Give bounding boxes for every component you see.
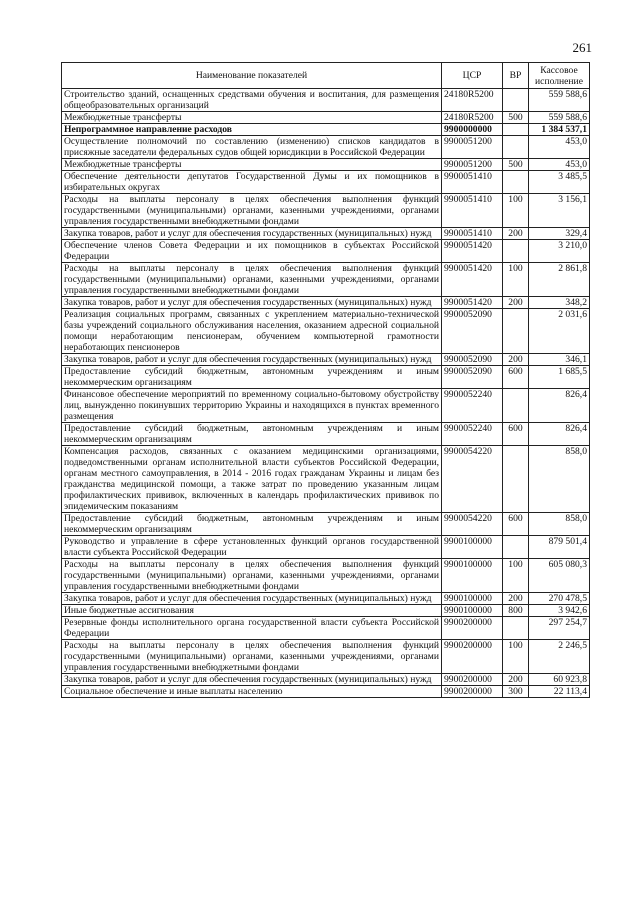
row-csr-cell: 9900052240 [442, 423, 503, 446]
row-csr-cell: 9900051420 [442, 240, 503, 263]
row-vr-cell [503, 446, 529, 513]
row-vr-cell: 200 [503, 674, 529, 686]
row-sum-cell: 329,4 [529, 228, 590, 240]
row-sum-cell: 1 384 537,1 [529, 124, 590, 136]
row-csr-cell: 9900200000 [442, 617, 503, 640]
column-header-csr: ЦСР [442, 63, 503, 89]
row-csr-cell: 9900100000 [442, 605, 503, 617]
row-sum-cell: 348,2 [529, 297, 590, 309]
row-vr-cell: 500 [503, 159, 529, 171]
row-name-cell: Закупка товаров, работ и услуг для обеспечения государственных (муниципальных) нужд [62, 593, 442, 605]
row-sum-cell: 60 923,8 [529, 674, 590, 686]
row-csr-cell: 9900054220 [442, 513, 503, 536]
row-vr-cell: 100 [503, 263, 529, 297]
row-csr-cell: 9900051410 [442, 228, 503, 240]
row-sum-cell: 3 485,5 [529, 171, 590, 194]
row-sum-cell: 453,0 [529, 159, 590, 171]
row-sum-cell: 605 080,3 [529, 559, 590, 593]
table-row [62, 605, 590, 617]
row-csr-cell: 9900100000 [442, 536, 503, 559]
row-name-cell: Расходы на выплаты персоналу в целях обеспечения выполнения функций государственными (муниципальными) органами, казенными учреждениями, органами управления государственными внебюджетными фондами [62, 640, 442, 674]
row-name-cell: Расходы на выплаты персоналу в целях обеспечения выполнения функций государственными (муниципальными) органами, казенными учреждениями, органами управления государственными внебюджетными фондами [62, 559, 442, 593]
row-name-cell: Расходы на выплаты персоналу в целях обеспечения выполнения функций государственными (муниципальными) органами, казенными учреждениями, органами управления государственными внебюджетными фондами [62, 263, 442, 297]
row-vr-cell: 500 [503, 112, 529, 124]
row-csr-cell: 9900052090 [442, 309, 503, 354]
row-vr-cell: 100 [503, 559, 529, 593]
row-vr-cell [503, 240, 529, 263]
row-csr-cell: 9900052240 [442, 389, 503, 423]
row-csr-cell: 9900051200 [442, 136, 503, 159]
row-sum-cell: 879 501,4 [529, 536, 590, 559]
table-row [62, 297, 590, 309]
table-body [62, 89, 590, 698]
row-sum-cell: 3 156,1 [529, 194, 590, 228]
row-sum-cell: 297 254,7 [529, 617, 590, 640]
table-row [62, 446, 590, 513]
row-vr-cell [503, 389, 529, 423]
row-sum-cell: 346,1 [529, 354, 590, 366]
table-row [62, 112, 590, 124]
table-row [62, 674, 590, 686]
column-header-name: Наименование показателей [62, 63, 442, 89]
table-row [62, 593, 590, 605]
row-vr-cell: 600 [503, 513, 529, 536]
table-row [62, 240, 590, 263]
table-row [62, 559, 590, 593]
table-row [62, 136, 590, 159]
row-name-cell: Финансовое обеспечение мероприятий по временному социально-бытовому обустройству лиц, вынужденно покинувших территорию Украины и находящихся в пунктах временного размещения [62, 389, 442, 423]
row-vr-cell [503, 171, 529, 194]
table-row [62, 263, 590, 297]
row-name-cell: Резервные фонды исполнительного органа государственной власти субъекта Российской Федерации [62, 617, 442, 640]
row-sum-cell: 453,0 [529, 136, 590, 159]
row-name-cell: Социальное обеспечение и иные выплаты населению [62, 686, 442, 698]
row-name-cell: Реализация социальных программ, связанных с укреплением материально-технической базы учреждений социального обслуживания населения, оказанием адресной социальной помощи неработающим пенсионерам, обучением компьютерной грамотности неработающих пенсионеров [62, 309, 442, 354]
row-name-cell: Иные бюджетные ассигнования [62, 605, 442, 617]
table-row [62, 536, 590, 559]
table-row [62, 686, 590, 698]
row-vr-cell [503, 124, 529, 136]
row-vr-cell [503, 89, 529, 112]
row-sum-cell: 858,0 [529, 513, 590, 536]
row-sum-cell: 858,0 [529, 446, 590, 513]
row-csr-cell: 24180R5200 [442, 112, 503, 124]
row-sum-cell: 826,4 [529, 423, 590, 446]
row-name-cell: Закупка товаров, работ и услуг для обеспечения государственных (муниципальных) нужд [62, 354, 442, 366]
row-sum-cell: 3 210,0 [529, 240, 590, 263]
row-name-cell: Обеспечение членов Совета Федерации и их помощников в субъектах Российской Федерации [62, 240, 442, 263]
row-vr-cell [503, 136, 529, 159]
row-name-cell: Компенсация расходов, связанных с оказанием медицинскими организациями, подведомственными органам исполнительной власти субъектов Российской Федерации, органам местного самоуправления, в 2014 - 2016 годах гражданам Украины и лицам без гражданства медицинской помощи, а также затрат по проведению указанным лицам профилактических прививок, включенных в календарь профилактических прививок по эпидемическим показаниям [62, 446, 442, 513]
column-header-vr: ВР [503, 63, 529, 89]
row-vr-cell: 300 [503, 686, 529, 698]
table-row [62, 617, 590, 640]
row-vr-cell: 200 [503, 297, 529, 309]
table-row [62, 89, 590, 112]
row-csr-cell: 9900051200 [442, 159, 503, 171]
row-name-cell: Обеспечение деятельности депутатов Государственной Думы и их помощников в избирательных округах [62, 171, 442, 194]
row-sum-cell: 1 685,5 [529, 366, 590, 389]
row-sum-cell: 2 861,8 [529, 263, 590, 297]
row-name-cell: Непрограммное направление расходов [62, 124, 442, 136]
row-vr-cell: 100 [503, 194, 529, 228]
table-row [62, 640, 590, 674]
column-header-sum: Кассовое исполнение [529, 63, 590, 89]
budget-execution-table [61, 62, 590, 698]
row-name-cell: Предоставление субсидий бюджетным, автономным учреждениям и иным некоммерческим организациям [62, 423, 442, 446]
row-sum-cell: 270 478,5 [529, 593, 590, 605]
row-vr-cell [503, 617, 529, 640]
row-name-cell: Руководство и управление в сфере установленных функций органов государственной власти субъекта Российской Федерации [62, 536, 442, 559]
row-sum-cell: 2 246,5 [529, 640, 590, 674]
row-name-cell: Предоставление субсидий бюджетным, автономным учреждениям и иным некоммерческим организациям [62, 513, 442, 536]
table-row [62, 389, 590, 423]
page-number: 261 [572, 40, 592, 55]
row-name-cell: Закупка товаров, работ и услуг для обеспечения государственных (муниципальных) нужд [62, 297, 442, 309]
row-csr-cell: 9900051420 [442, 263, 503, 297]
row-vr-cell: 800 [503, 605, 529, 617]
row-csr-cell: 9900051420 [442, 297, 503, 309]
table-row [62, 309, 590, 354]
row-name-cell: Строительство зданий, оснащенных средствами обучения и воспитания, для размещения общеобразовательных организаций [62, 89, 442, 112]
row-vr-cell [503, 536, 529, 559]
row-csr-cell: 24180R5200 [442, 89, 503, 112]
row-sum-cell: 3 942,6 [529, 605, 590, 617]
table-row [62, 159, 590, 171]
row-name-cell: Закупка товаров, работ и услуг для обеспечения государственных (муниципальных) нужд [62, 674, 442, 686]
table-row [62, 228, 590, 240]
row-csr-cell: 9900200000 [442, 686, 503, 698]
row-csr-cell: 9900100000 [442, 593, 503, 605]
row-vr-cell [503, 309, 529, 354]
table-row [62, 171, 590, 194]
row-csr-cell: 9900054220 [442, 446, 503, 513]
row-vr-cell: 200 [503, 228, 529, 240]
row-csr-cell: 9900051410 [442, 171, 503, 194]
row-csr-cell: 9900052090 [442, 366, 503, 389]
table-row [62, 354, 590, 366]
table-row [62, 513, 590, 536]
table-row [62, 194, 590, 228]
row-csr-cell: 9900200000 [442, 674, 503, 686]
row-name-cell: Межбюджетные трансферты [62, 112, 442, 124]
row-csr-cell: 9900200000 [442, 640, 503, 674]
row-vr-cell: 200 [503, 593, 529, 605]
row-csr-cell: 9900100000 [442, 559, 503, 593]
row-sum-cell: 559 588,6 [529, 89, 590, 112]
row-vr-cell: 200 [503, 354, 529, 366]
row-vr-cell: 600 [503, 366, 529, 389]
row-name-cell: Расходы на выплаты персоналу в целях обеспечения выполнения функций государственными (муниципальными) органами, казенными учреждениями, органами управления государственными внебюджетными фондами [62, 194, 442, 228]
row-csr-cell: 9900000000 [442, 124, 503, 136]
row-csr-cell: 9900052090 [442, 354, 503, 366]
row-sum-cell: 559 588,6 [529, 112, 590, 124]
table-row [62, 366, 590, 389]
row-vr-cell: 100 [503, 640, 529, 674]
row-name-cell: Осуществление полномочий по составлению (изменению) списков кандидатов в присяжные заседатели федеральных судов общей юрисдикции в Российской Федерации [62, 136, 442, 159]
row-sum-cell: 2 031,6 [529, 309, 590, 354]
table-row [62, 423, 590, 446]
row-name-cell: Закупка товаров, работ и услуг для обеспечения государственных (муниципальных) нужд [62, 228, 442, 240]
table-row [62, 124, 590, 136]
row-sum-cell: 22 113,4 [529, 686, 590, 698]
table-header-row [62, 63, 590, 89]
row-name-cell: Предоставление субсидий бюджетным, автономным учреждениям и иным некоммерческим организациям [62, 366, 442, 389]
row-vr-cell: 600 [503, 423, 529, 446]
row-name-cell: Межбюджетные трансферты [62, 159, 442, 171]
row-sum-cell: 826,4 [529, 389, 590, 423]
row-csr-cell: 9900051410 [442, 194, 503, 228]
